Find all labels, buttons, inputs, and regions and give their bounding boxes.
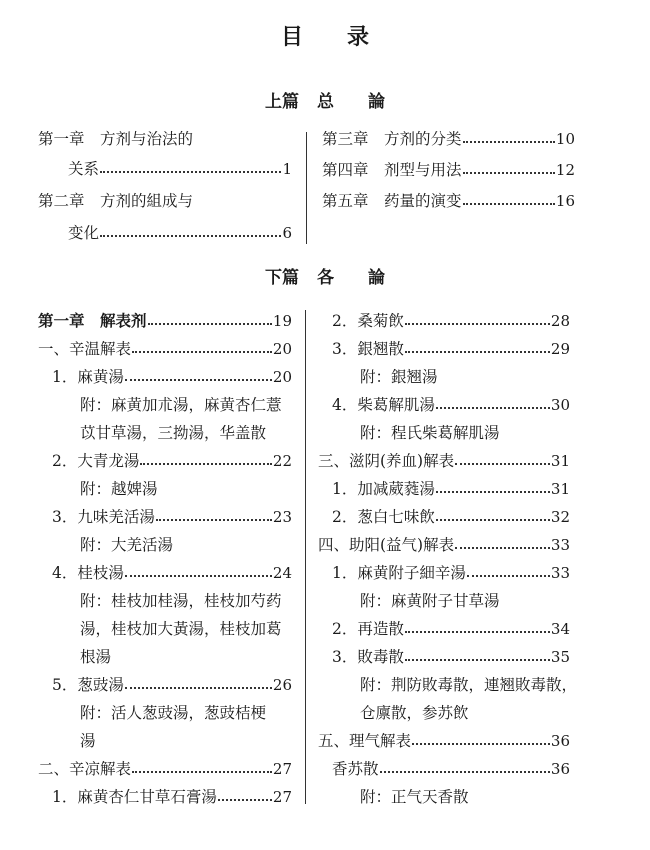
toc-entry-title: 附：荆防敗毒散，連翘敗毒散， (360, 676, 578, 694)
toc-entry-title: 变化 (68, 224, 100, 242)
dot-leader (436, 519, 550, 521)
column-divider (305, 310, 306, 804)
toc-entry (52, 562, 292, 584)
toc-entry-title: 2．再造散 (332, 620, 404, 638)
dot-leader (455, 463, 550, 465)
toc-entry-title: 3．銀翘散 (332, 340, 404, 358)
dot-leader (140, 463, 272, 465)
toc-entry (80, 590, 282, 612)
toc-entry (52, 366, 292, 388)
toc-entry (52, 786, 292, 808)
toc-entry (80, 394, 282, 416)
toc-entry (38, 128, 193, 150)
toc-entry (332, 758, 570, 780)
part2-heading-a: 下篇 (265, 268, 299, 288)
toc-entry (332, 646, 570, 668)
toc-entry (80, 646, 111, 668)
toc-entry (38, 758, 292, 780)
toc-entry (332, 310, 570, 332)
page-number: 27 (272, 760, 292, 778)
title-char-1: 目 (280, 25, 303, 50)
dot-leader (125, 687, 272, 689)
toc-entry (38, 338, 292, 360)
toc-entry-title: 1．麻黄湯 (52, 368, 124, 386)
toc-entry (332, 618, 570, 640)
toc-entry-title: 湯，桂枝加大黃湯，桂枝加葛 (80, 620, 282, 638)
toc-entry (80, 534, 173, 556)
toc-entry-title: 第一章 解表剂 (38, 311, 147, 330)
page-number: 31 (550, 480, 570, 498)
toc-entry-title: 附：活人葱豉湯，葱豉桔梗 (80, 704, 267, 722)
toc-entry-title: 第一章 方剂与治法的 (38, 130, 194, 148)
toc-entry-title: 附：程氏柴葛解肌湯 (360, 424, 500, 442)
toc-entry (80, 422, 266, 444)
toc-entry (80, 702, 266, 724)
dot-leader (132, 351, 272, 353)
toc-entry-title: 一、辛温解表 (38, 340, 132, 358)
part2-heading (0, 263, 650, 288)
toc-entry-title: 苡甘草湯，三拗湯，华盖散 (80, 424, 267, 442)
toc-entry-title: 附：越婢湯 (80, 480, 158, 498)
column-divider (306, 132, 307, 244)
toc-entry (332, 338, 570, 360)
toc-entry-title: 1．麻黄附子細辛湯 (332, 564, 466, 582)
page-number: 20 (272, 340, 292, 358)
dot-leader (455, 547, 550, 549)
toc-entry-title: 4．柴葛解肌湯 (332, 396, 435, 414)
toc-entry-title: 2．葱白七味飲 (332, 508, 435, 526)
toc-entry-title: 附：桂枝加桂湯，桂枝加芍药 (80, 592, 282, 610)
dot-leader (463, 141, 555, 143)
toc-entry-title: 根湯 (80, 648, 112, 666)
dot-leader (463, 172, 555, 174)
toc-entry (360, 366, 438, 388)
toc-entry-title: 香苏散 (332, 760, 379, 778)
page-number: 28 (550, 312, 570, 330)
page-title (0, 20, 650, 51)
dot-leader (380, 771, 550, 773)
toc-entry (68, 222, 292, 244)
page-number: 27 (272, 788, 292, 806)
toc-entry-title: 仓廪散，参苏飲 (360, 704, 469, 722)
toc-entry (80, 730, 96, 752)
toc-entry (360, 422, 500, 444)
toc-entry (52, 674, 292, 696)
toc-entry (360, 674, 577, 696)
toc-entry-title: 4．桂枝湯 (52, 564, 124, 582)
toc-entry (322, 190, 575, 212)
toc-entry-title: 1．麻黄杏仁甘草石膏湯 (52, 788, 217, 806)
page-number: 35 (550, 648, 570, 666)
part1-heading-a: 上篇 (265, 92, 299, 112)
toc-entry (322, 128, 575, 150)
toc-entry (360, 786, 469, 808)
toc-entry-title: 第三章 方剂的分类 (322, 130, 462, 148)
part2-heading-c: 論 (368, 268, 385, 288)
page-number: 29 (550, 340, 570, 358)
page-number: 30 (550, 396, 570, 414)
dot-leader (125, 575, 272, 577)
toc-entry (332, 478, 570, 500)
toc-entry-title: 3．敗毒散 (332, 648, 404, 666)
page-number: 23 (272, 508, 292, 526)
toc-entry-title: 关系 (68, 160, 100, 178)
page-number: 32 (550, 508, 570, 526)
toc-entry-title: 附：銀翘湯 (360, 368, 438, 386)
toc-entry (318, 534, 570, 556)
toc-entry (38, 190, 193, 212)
toc-entry-title: 第二章 方剂的組成与 (38, 192, 194, 210)
dot-leader (405, 631, 550, 633)
toc-entry (52, 506, 292, 528)
part1-heading (0, 87, 650, 112)
page-number: 22 (272, 452, 292, 470)
toc-entry (322, 159, 575, 181)
page-number: 24 (272, 564, 292, 582)
dot-leader (100, 171, 281, 173)
toc-entry-title: 第五章 药量的演变 (322, 192, 462, 210)
page-number: 26 (272, 676, 292, 694)
toc-entry (318, 450, 570, 472)
toc-entry (360, 702, 469, 724)
dot-leader (436, 407, 550, 409)
dot-leader (125, 379, 272, 381)
page-number: 10 (555, 130, 575, 148)
dot-leader (436, 491, 550, 493)
dot-leader (132, 771, 272, 773)
page-number: 1 (282, 160, 292, 178)
toc-entry-title: 1．加减葳蕤湯 (332, 480, 435, 498)
dot-leader (148, 323, 272, 325)
toc-entry-title: 三、滋阴(养血)解表 (318, 452, 455, 470)
toc-entry (318, 730, 570, 752)
page-number: 19 (272, 312, 292, 330)
part2-heading-b: 各 (317, 268, 334, 288)
toc-entry (332, 562, 570, 584)
toc-entry (38, 310, 292, 332)
dot-leader (463, 203, 555, 205)
toc-entry-title: 5．葱豉湯 (52, 676, 124, 694)
dot-leader (412, 743, 550, 745)
toc-entry-title: 附：麻黄加朮湯，麻黄杏仁薏 (80, 396, 282, 414)
page-number: 33 (550, 564, 570, 582)
toc-entry-title: 附：大羌活湯 (80, 536, 174, 554)
toc-entry-title: 附：麻黄附子甘草湯 (360, 592, 500, 610)
toc-entry-title: 附：正气天香散 (360, 788, 469, 806)
toc-entry-title: 3．九味羌活湯 (52, 508, 155, 526)
toc-entry (360, 590, 500, 612)
page-number: 33 (550, 536, 570, 554)
page-number: 31 (550, 452, 570, 470)
page-number: 36 (550, 760, 570, 778)
dot-leader (156, 519, 272, 521)
dot-leader (405, 323, 550, 325)
title-char-2: 录 (347, 25, 370, 50)
dot-leader (100, 235, 281, 237)
page-number: 36 (550, 732, 570, 750)
part1-heading-c: 論 (368, 92, 385, 112)
page-number: 20 (272, 368, 292, 386)
page-number: 34 (550, 620, 570, 638)
dot-leader (218, 799, 272, 801)
page-number: 12 (555, 161, 575, 179)
toc-entry (68, 158, 292, 180)
toc-entry (332, 506, 570, 528)
toc-entry (332, 394, 570, 416)
dot-leader (405, 659, 550, 661)
toc-entry-title: 湯 (80, 732, 96, 750)
toc-entry-title: 五、理气解表 (318, 732, 412, 750)
toc-entry (80, 618, 282, 640)
dot-leader (405, 351, 550, 353)
toc-entry-title: 第四章 剂型与用法 (322, 161, 462, 179)
dot-leader (467, 575, 550, 577)
toc-entry-title: 2．大青龙湯 (52, 452, 140, 470)
page-number: 16 (555, 192, 575, 210)
toc-entry-title: 四、助阳(益气)解表 (318, 536, 455, 554)
toc-entry (52, 450, 292, 472)
page-number: 6 (282, 224, 292, 242)
toc-entry-title: 二、辛凉解表 (38, 760, 132, 778)
toc-entry-title: 2．桑菊飲 (332, 312, 404, 330)
toc-entry (80, 478, 158, 500)
part1-heading-b: 总 (317, 92, 334, 112)
